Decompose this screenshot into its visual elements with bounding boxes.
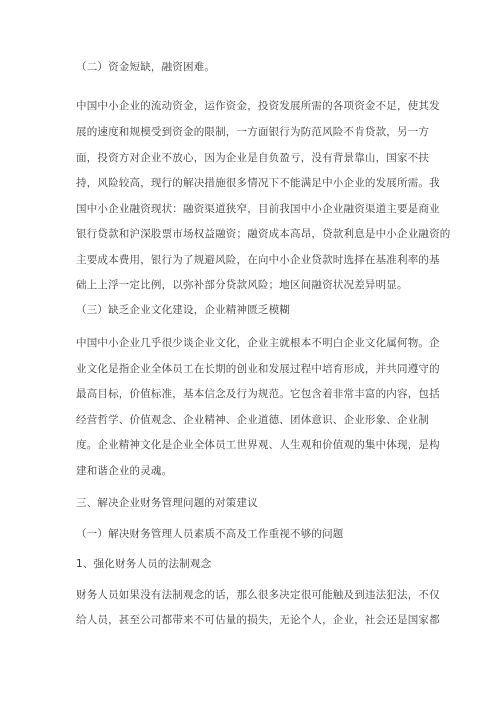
chapter-heading: 三、解决企业财务管理问题的对策建议	[76, 497, 258, 509]
paragraph-line: 面，投资方对企业不放心，因为企业是自负盈亏，没有背景靠山，国家不扶	[76, 152, 430, 164]
section-heading-2: （二）资金短缺，融资困难。	[76, 61, 216, 73]
paragraph-line: 国中小企业融资现状：融资渠道狭窄，目前我国中小企业融资渠道主要是商业	[76, 203, 440, 215]
paragraph-line: 给人员，甚至公司都带来不可估量的损失，无论个人，企业，社会还是国家都	[76, 614, 440, 626]
paragraph-line: 中国中小企业几乎很少谈企业文化，企业主就根本不明白企业文化属何物。企	[76, 337, 440, 349]
paragraph-line: 主要成本费用，银行为了规避风险，在向中小企业贷款时选择在基准利率的基	[76, 254, 440, 266]
point-heading: 1、强化财务人员的法制观念	[76, 558, 212, 570]
paragraph-line: 持，风险较高，现行的解决措施很多情况下不能满足中小企业的发展所需。我	[76, 177, 440, 189]
paragraph-line: 建和谐企业的灵魂。	[76, 465, 173, 477]
section-heading-3: （三）缺乏企业文化建设，企业精神匮乏模糊	[76, 304, 290, 316]
paragraph-line: 度。企业精神文化是企业全体员工世界观、人生观和价值观的集中体现，是构	[76, 439, 440, 451]
paragraph-line: 财务人员如果没有法制观念的话，那么很多决定很可能触及到违法犯法，不仅	[76, 589, 440, 601]
paragraph-line: 础上上浮一定比例，以弥补部分贷款风险；地区间融资状况差异明显。	[76, 279, 408, 291]
paragraph-line: 展的速度和规模受到资金的限制，一方面银行为防范风险不肯贷款，另一方	[76, 126, 430, 138]
paragraph-line: 业文化是指企业全体员工在长期的创业和发展过程中培育形成，并共同遵守的	[76, 363, 440, 375]
paragraph-line: 中国中小企业的流动资金，运作资金，投资发展所需的各项资金不足，使其发	[76, 100, 440, 112]
paragraph-line: 经营哲学、价值观念、企业精神、企业道德、团体意识、企业形象、企业制	[76, 414, 430, 426]
subsection-heading: （一）解决财务管理人员素质不高及工作重视不够的问题	[76, 528, 344, 540]
paragraph-line: 银行贷款和沪深股票市场权益融资；融资成本高昂，贷款利息是中小企业融资的	[76, 228, 451, 240]
paragraph-line: 最高目标，价值标准，基本信念及行为规范。它包含着非常丰富的内容，包括	[76, 388, 440, 400]
